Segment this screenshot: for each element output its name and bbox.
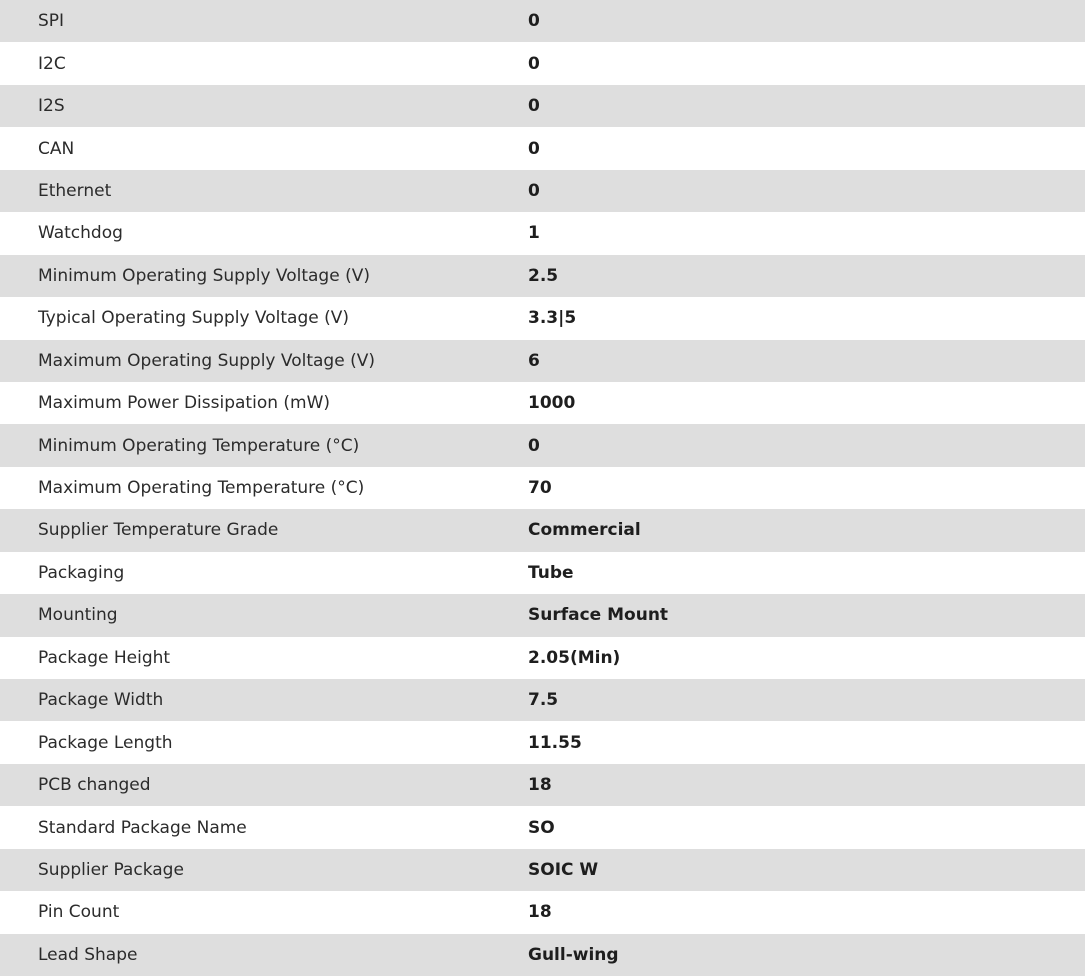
table-row [0,721,1085,763]
spec-value: Gull-wing [528,944,619,965]
spec-value: 2.05(Min) [528,647,621,668]
spec-value: 18 [528,902,552,923]
spec-name: I2C [38,53,66,74]
table-row [0,170,1085,212]
table-row [0,212,1085,254]
table-row [0,806,1085,848]
spec-value: Surface Mount [528,605,669,626]
spec-name: Minimum Operating Temperature (°C) [38,435,360,456]
spec-value: 11.55 [528,732,582,753]
table-row [0,127,1085,169]
spec-name: Package Length [38,732,173,753]
table-row [0,764,1085,806]
table-row [0,679,1085,721]
table-row [0,382,1085,424]
table-row [0,891,1085,933]
spec-name: Supplier Temperature Grade [38,520,279,541]
spec-value: Commercial [528,520,641,541]
spec-value: 0 [528,180,540,201]
spec-value: 0 [528,11,540,32]
spec-name: Maximum Operating Supply Voltage (V) [38,350,375,371]
spec-value: SO [528,817,555,838]
spec-name: Packaging [38,562,125,583]
spec-value: 18 [528,775,552,796]
table-row [0,509,1085,551]
spec-value: 1 [528,223,540,244]
table-row [0,42,1085,84]
spec-value: SOIC W [528,859,599,880]
spec-name: Lead Shape [38,944,138,965]
spec-name: Pin Count [38,902,120,923]
spec-name: Package Height [38,647,171,668]
spec-name: SPI [38,11,65,32]
table-row [0,424,1085,466]
spec-value: 7.5 [528,690,559,711]
spec-value: 0 [528,435,540,456]
spec-value: 0 [528,138,540,159]
table-row [0,552,1085,594]
table-row [0,934,1085,976]
spec-value: 0 [528,96,540,117]
spec-name: Ethernet [38,180,112,201]
table-row [0,255,1085,297]
spec-value: 6 [528,350,540,371]
spec-value: 1000 [528,393,576,414]
spec-value: 70 [528,478,552,499]
spec-name: Maximum Operating Temperature (°C) [38,478,365,499]
table-row [0,297,1085,339]
table-row [0,849,1085,891]
spec-name: Standard Package Name [38,817,247,838]
spec-name: PCB changed [38,775,151,796]
table-row [0,0,1085,42]
table-row [0,637,1085,679]
spec-name: CAN [38,138,75,159]
spec-value: 0 [528,53,540,74]
table-row [0,340,1085,382]
spec-name: Package Width [38,690,164,711]
spec-value: 3.3|5 [528,308,577,329]
spec-name: Minimum Operating Supply Voltage (V) [38,265,370,286]
table-row [0,85,1085,127]
spec-name: Supplier Package [38,859,184,880]
spec-name: Typical Operating Supply Voltage (V) [38,308,349,329]
spec-name: Watchdog [38,223,123,244]
spec-value: Tube [528,562,574,583]
spec-name: Maximum Power Dissipation (mW) [38,393,331,414]
table-row [0,467,1085,509]
spec-name: Mounting [38,605,118,626]
spec-value: 2.5 [528,265,559,286]
spec-name: I2S [38,96,65,117]
table-row [0,594,1085,636]
